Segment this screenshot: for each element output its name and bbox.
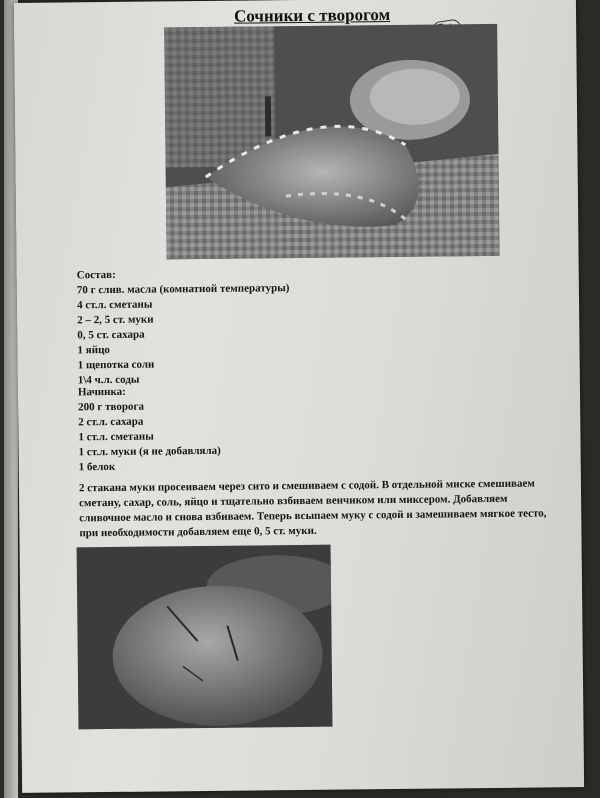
recipe-sheet <box>14 0 584 793</box>
ingredient-item: 2 – 2, 5 ст. муки <box>77 313 154 327</box>
recipe-title: Сочники с творогом <box>233 5 391 26</box>
filling-item: 1 белок <box>78 460 116 474</box>
filling-item: 1 ст.л. муки (я не добавляла) <box>78 444 221 459</box>
ingredient-item: 1 щепотка соли <box>77 358 155 372</box>
syrniki-photo <box>164 24 499 259</box>
filling-item: 200 г творога <box>78 400 145 414</box>
ingredient-item: 70 г слив. масла (комнатной температуры) <box>76 282 290 297</box>
filling-heading: Начинка: <box>77 385 126 399</box>
ingredient-item: 1\4 ч.л. соды <box>77 373 140 387</box>
dough-photo-drawing <box>77 545 333 730</box>
ingredient-item: 4 ст.л. сметаны <box>76 298 153 312</box>
ingredients-heading: Состав: <box>76 268 116 282</box>
ingredients-block <box>77 266 291 388</box>
ingredient-item: 0, 5 ст. сахара <box>77 328 145 342</box>
method-paragraph: 2 стакана муки просеиваем через сито и смешиваем с содой. В отдельной миске смешиваем сметану, сахар, соль, яйцо и тщательно взбиваем венчиком или миксером. Добавляем сливочное масло и снова взбиваем. Теперь всыпаем муку с содой и замешиваем мягкое тесто, при необходимости добавляем еще 0, 5 ст. муки. <box>78 477 547 540</box>
filling-item: 1 ст.л. сметаны <box>78 430 154 444</box>
syrniki-photo-drawing <box>164 24 499 259</box>
ingredient-item: 1 яйцо <box>77 343 110 357</box>
dough-photo <box>77 545 333 730</box>
filling-block <box>78 384 221 475</box>
filling-item: 2 ст.л. сахара <box>78 415 144 429</box>
